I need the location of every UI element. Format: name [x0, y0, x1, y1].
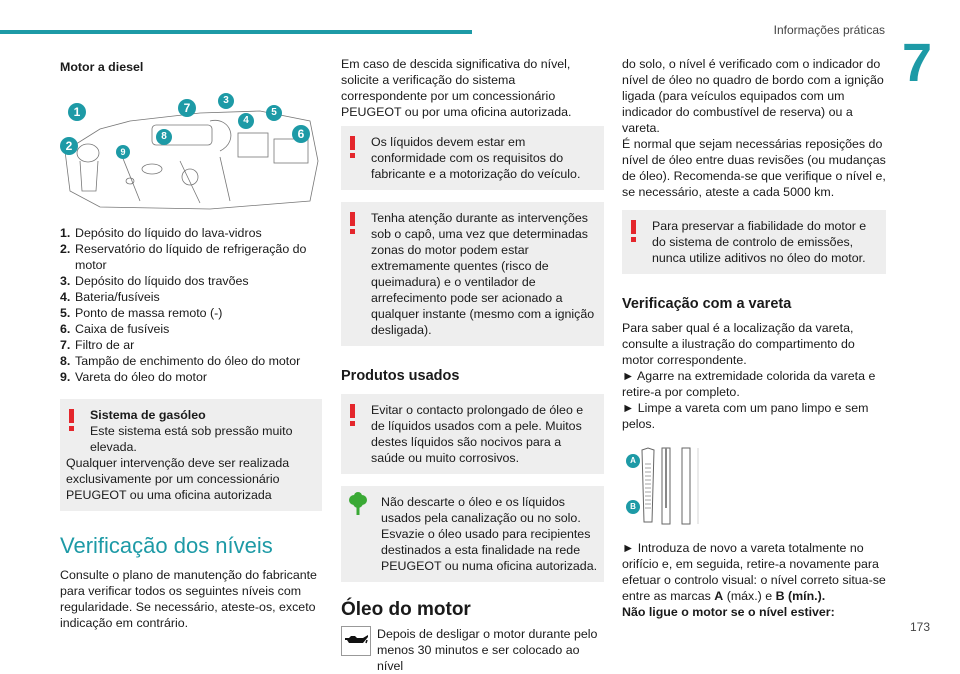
marker-4: 4: [238, 113, 254, 129]
warning-icon: [68, 409, 76, 431]
marker-8: 8: [156, 129, 172, 145]
marker-5: 5: [266, 105, 282, 121]
dipstick-heading: Verificação com a vareta: [622, 296, 792, 312]
list-item: 2. Reservatório do líquido de refrigeração do motor: [60, 242, 307, 272]
fluids-warning-box: Os líquidos devem estar em conformidade com os requisitos do fabricante e a motorização do veículo.: [341, 126, 604, 190]
warning-icon: [349, 136, 357, 158]
marker-2: 2: [60, 137, 78, 155]
marker-1: 1: [68, 103, 86, 121]
section-header: Informações práticas: [773, 23, 885, 37]
products-heading: Produtos usados: [341, 368, 460, 384]
dipstick-text: Para saber qual é a localização da vareta, consulte a ilustração do compartimento do motor correspondente.: [622, 321, 855, 367]
marker-b: B: [626, 500, 640, 514]
marker-9: 9: [116, 145, 130, 159]
section-text: Consulte o plano de manutenção do fabricante para verificar todos os seguintes níveis com regularidade. Se necessário, ateste-os, exceto indicação em contrário.: [60, 568, 317, 630]
marker-7: 7: [178, 99, 196, 117]
engine-illustration: [60, 91, 322, 213]
column-1: [60, 56, 322, 631]
warning-icon: [349, 404, 357, 426]
list-item: 6. Caixa de fusíveis: [60, 322, 170, 336]
oil-topup-text: É normal que sejam necessárias reposições do nível de óleo entre duas revisões (ou mudanças de óleo). Recomenda-se que verifique o nível e, se necessário, ateste a cada 5000 km.: [622, 137, 886, 199]
top-accent-bar: [0, 30, 472, 34]
diesel-warning-box: Sistema de gasóleo Este sistema está sob pressão muito elevada. Qualquer intervenção deve ser realizada exclusivamente por um concessionário PEUGEOT ou uma oficina autorizada: [60, 399, 322, 511]
column-2: [341, 56, 604, 674]
marker-3: 3: [218, 93, 234, 109]
dipstick-final-note: Não ligue o motor se o nível estiver:: [622, 605, 835, 619]
marker-6: 6: [292, 125, 310, 143]
column-3: [622, 56, 886, 620]
list-item: 8. Tampão de enchimento do óleo do motor: [60, 354, 301, 368]
oil-can-icon: [341, 626, 371, 656]
skin-warning-box: Evitar o contacto prolongado de óleo e de líquidos usados com a pele. Muitos destes líquidos são nocivos para a saúde ou muito corrosivos.: [341, 394, 604, 474]
engine-parts-list: [60, 225, 322, 385]
warning-icon: [630, 220, 638, 242]
list-item: 7. Filtro de ar: [60, 338, 135, 352]
oil-heading: Óleo do motor: [341, 599, 471, 620]
dipstick-step-1: ► Agarre na extremidade colorida da vareta e retire-a por completo.: [622, 369, 876, 399]
section-title: Verificação dos níveis: [60, 533, 273, 558]
dipstick-illustration: [622, 448, 862, 526]
intro-text: Em caso de descida significativa do nível, solicite a verificação do sistema correspondente por um concessionário PEUGEOT ou por uma oficina autorizada.: [341, 57, 572, 119]
heat-warning-box: Tenha atenção durante as intervenções sob o capô, uma vez que determinadas zonas do motor podem estar extremamente quentes (risco de queimadura) e o ventilador de arrefecimento pode ser acionado a qualquer instante (mesmo com a ignição desligada).: [341, 202, 604, 346]
oil-level-text: do solo, o nível é verificado com o indicador do nível de óleo no quadro de bordo com a ignição ligada (para veículos equipados com um indicador do combustível de reserva) ou a vareta.: [622, 57, 884, 135]
list-item: 4. Bateria/fusíveis: [60, 290, 160, 304]
eco-notice-box: Não descarte o óleo e os líquidos usados pela canalização ou no solo. Esvazie o óleo usado para recipientes destinados a esta finalidade na rede PEUGEOT ou numa oficina autorizada.: [341, 486, 604, 582]
warning-icon: [349, 212, 357, 234]
tree-icon: [347, 492, 369, 516]
list-item: 1. Depósito do líquido do lava-vidros: [60, 226, 262, 240]
list-item: 3. Depósito do líquido dos travões: [60, 274, 249, 288]
list-item: 9. Vareta do óleo do motor: [60, 370, 208, 384]
page-number: 173: [909, 620, 930, 634]
marker-a: A: [626, 454, 640, 468]
list-item: 5. Ponto de massa remoto (-): [60, 306, 223, 320]
engine-heading: Motor a diesel: [60, 60, 144, 74]
oil-intro-text: Depois de desligar o motor durante pelo menos 30 minutos e ser colocado ao nível: [377, 627, 598, 673]
chapter-number: 7: [901, 33, 932, 93]
dipstick-drawing: [638, 448, 718, 526]
dipstick-step-2: ► Limpe a vareta com um pano limpo e sem pelos.: [622, 401, 869, 431]
additives-warning-box: Para preservar a fiabilidade do motor e do sistema de controlo de emissões, nunca utilize aditivos no óleo do motor.: [622, 210, 886, 274]
dipstick-step-3: ► Introduza de novo a vareta totalmente no orifício e, em seguida, retire-a novamente para efetuar o controlo visual: o nível correto situa-se entre as marcas A (máx.) e B (mín.).: [622, 541, 886, 603]
oil-intro-row: [341, 626, 604, 674]
